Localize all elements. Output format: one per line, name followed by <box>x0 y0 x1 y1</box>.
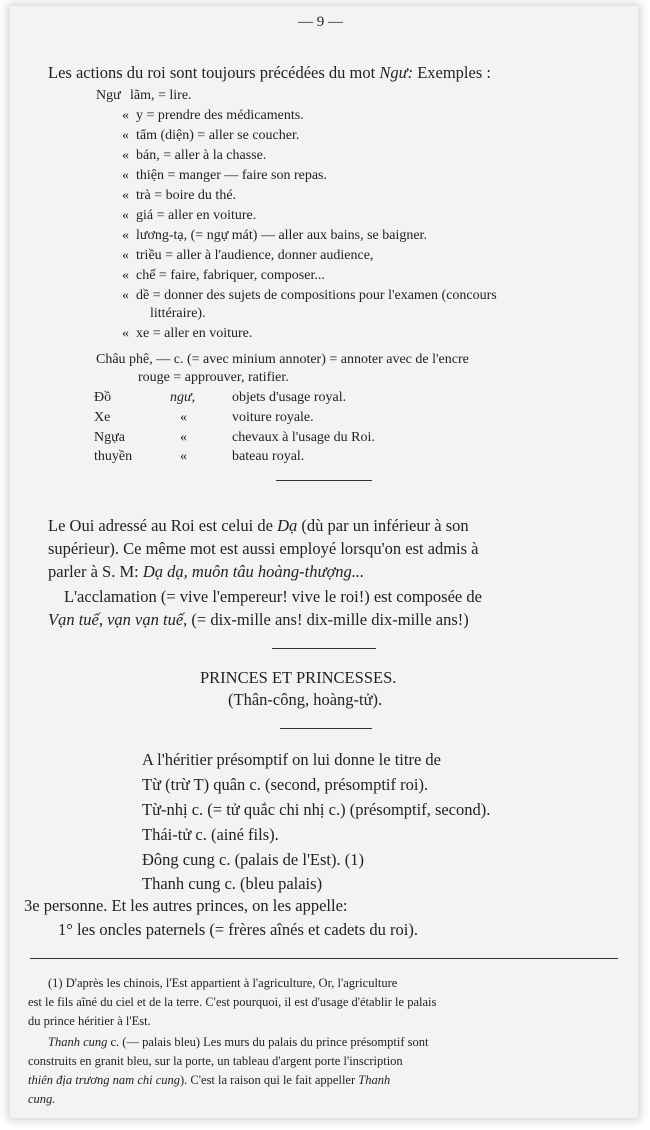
example-mark: « <box>122 148 129 163</box>
example-mark: « <box>122 288 129 303</box>
royal-word: thuyền <box>94 449 133 464</box>
royal-meaning: bateau royal. <box>232 449 305 464</box>
example-text: chế = faire, fabriquer, composer... <box>136 268 325 283</box>
royal-word: Xe <box>94 410 111 425</box>
example-mark: « <box>122 188 129 203</box>
princes-line: Từ-nhị c. (= tử quắc chi nhị c.) (présomptif, second). <box>142 800 491 819</box>
example-text: lương-tạ, (= ngự mát) — aller aux bains, se baigner. <box>136 228 427 243</box>
example-text: bán, = aller à la chasse. <box>136 148 267 163</box>
footnote-line: thiên địa trương nam chi cung). C'est la raison qui le fait appeller Thanh <box>28 1073 391 1087</box>
example-mark: Ngư <box>96 88 121 103</box>
intro-word: Ngư: <box>379 63 414 82</box>
royal-meaning: objets d'usage royal. <box>232 390 347 405</box>
footnote-line: construits en granit bleu, sur la porte, un tableau d'argent porte l'inscription <box>28 1054 403 1068</box>
princes-line: Đông cung c. (palais de l'Est). (1) <box>142 850 364 869</box>
divider <box>272 648 376 649</box>
royal-meaning: chevaux à l'usage du Roi. <box>232 430 375 445</box>
example-text: lãm, = lire. <box>130 88 192 103</box>
footnote-line: est le fils aîné du ciel et de la terre. C'est pourquoi, il est d'usage d'établir le palais <box>28 995 437 1009</box>
divider <box>276 480 372 481</box>
princes-line: Từ (trừ T) quân c. (second, présomptif roi). <box>142 775 429 794</box>
example-mark: « <box>122 228 129 243</box>
example-mark: « <box>122 128 129 143</box>
example-mark: « <box>122 168 129 183</box>
royal-word: Đồ <box>94 390 112 405</box>
royal-mark: « <box>180 449 187 464</box>
oui-line: parler à S. M: Dạ dạ, muôn tâu hoàng-thượng... <box>48 562 365 581</box>
acclamation-line: L'acclamation (= vive l'empereur! vive le roi!) est composée de <box>64 587 482 606</box>
page-number: — 9 — <box>298 14 343 30</box>
footnote-line: (1) D'après les chinois, l'Est appartient à l'agriculture, Or, l'agriculture <box>48 976 398 990</box>
intro-line <box>48 63 491 83</box>
example-mark: « <box>122 268 129 283</box>
example-text: trà = boire du thé. <box>136 188 237 203</box>
example-text-continued: littéraire). <box>150 306 206 321</box>
royal-mark: « <box>180 430 187 445</box>
chau-phe-line: Châu phê, — c. (= avec minium annoter) = annoter avec de l'encre <box>96 352 469 367</box>
divider <box>280 728 372 729</box>
section-subtitle: (Thân-công, hoàng-tử). <box>228 690 383 709</box>
example-mark: « <box>122 208 129 223</box>
oui-line: supérieur). Ce même mot est aussi employé lorsqu'on est admis à <box>48 539 479 558</box>
example-text: y = prendre des médicaments. <box>136 108 304 123</box>
document-page <box>10 6 638 1118</box>
royal-mark: « <box>180 410 187 425</box>
princes-line: A l'héritier présomptif on lui donne le titre de <box>142 750 441 769</box>
intro-text-after: Exemples : <box>413 63 491 82</box>
footnote-line: cung. <box>28 1092 56 1106</box>
example-text: dề = donner des sujets de compositions pour l'examen (concours <box>136 288 497 303</box>
example-mark: « <box>122 326 129 341</box>
footnote-line: Thanh cung c. (— palais bleu) Les murs du palais du prince présomptif sont <box>48 1035 429 1049</box>
oui-line: Le Oui adressé au Roi est celui de Dạ (dù par un inférieur à son <box>48 516 469 535</box>
royal-mark: ngư, <box>170 390 196 405</box>
acclamation-line: Vạn tuế, vạn vạn tuế, (= dix-mille ans! dix-mille dix-mille ans!) <box>48 610 469 629</box>
example-text: thiện = manger — faire son repas. <box>136 168 327 183</box>
example-text: triều = aller à l'audience, donner audience, <box>136 248 374 263</box>
example-text: tẩm (diện) = aller se coucher. <box>136 128 300 143</box>
example-mark: « <box>122 108 129 123</box>
royal-meaning: voiture royale. <box>232 410 314 425</box>
footnote-separator <box>30 958 618 959</box>
example-mark: « <box>122 248 129 263</box>
third-person-line: 1° les oncles paternels (= frères aînés et cadets du roi). <box>58 920 418 939</box>
third-person-line: 3e personne. Et les autres princes, on les appelle: <box>24 896 348 915</box>
princes-line: Thanh cung c. (bleu palais) <box>142 874 323 893</box>
intro-text: Les actions du roi sont toujours précédées du mot <box>48 63 380 82</box>
section-title: PRINCES ET PRINCESSES. <box>200 668 397 687</box>
example-text: giá = aller en voiture. <box>136 208 257 223</box>
chau-phe-line: rouge = approuver, ratifier. <box>138 370 289 385</box>
princes-line: Thái-tử c. (ainé fils). <box>142 825 279 844</box>
footnote-line: du prince héritier à l'Est. <box>28 1014 151 1028</box>
example-text: xe = aller en voiture. <box>136 326 253 341</box>
royal-word: Ngựa <box>94 430 125 445</box>
